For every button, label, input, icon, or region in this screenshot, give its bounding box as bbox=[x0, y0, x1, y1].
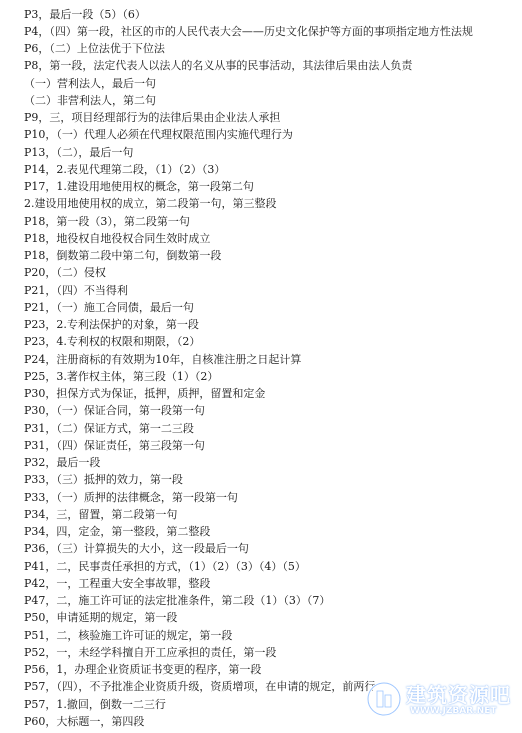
text-line: P47，二，施工许可证的法定批准条件，第二段（1）（3）（7） bbox=[24, 594, 331, 607]
text-line: P42，一，工程重大安全事故罪，整段 bbox=[24, 577, 211, 590]
text-line: P24，注册商标的有效期为10年，自核准注册之日起计算 bbox=[24, 353, 302, 366]
text-line: P21，（一）施工合同债，最后一句 bbox=[24, 301, 194, 314]
text-line: P33，（三）抵押的效力，第一段 bbox=[24, 473, 183, 486]
text-line: P57，（四），不予批准企业资质升级，资质增项，在申请的规定，前两行 bbox=[24, 680, 376, 693]
text-line: （二）非营利法人，第二句 bbox=[24, 94, 156, 107]
text-line: P6，（二）上位法优于下位法 bbox=[24, 42, 165, 55]
text-line: P31，（四）保证责任，第三段第一句 bbox=[24, 439, 205, 452]
text-line: P33，（一）质押的法律概念，第一段第一句 bbox=[24, 491, 238, 504]
text-line: P41，二，民事责任承担的方式，（1）（2）（3）（4）（5） bbox=[24, 560, 306, 573]
text-line: P14，2.表见代理第二段，（1）（2）（3） bbox=[24, 163, 226, 176]
text-line: P17，1.建设用地使用权的概念，第一段第二句 bbox=[24, 180, 254, 193]
text-line: 2.建设用地使用权的成立，第二段第一句，第三整段 bbox=[24, 197, 277, 210]
text-line: P18，倒数第二段中第二句，倒数第一段 bbox=[24, 249, 222, 262]
text-line: P52，一，未经学科擅自开工应承担的责任，第一段 bbox=[24, 646, 277, 659]
text-line: P10，（一）代理人必须在代理权限范围内实施代理行为 bbox=[24, 128, 293, 141]
text-line: P23，2.专利法保护的对象，第一段 bbox=[24, 318, 199, 331]
text-line: P50，申请延期的规定，第一段 bbox=[24, 611, 178, 624]
text-line: P23，4.专利权的权限和期限，（2） bbox=[24, 335, 201, 348]
text-line: P60，大标题一，第四段 bbox=[24, 715, 145, 728]
text-line: P21，（四）不当得利 bbox=[24, 284, 128, 297]
building-logo-icon bbox=[366, 681, 402, 717]
text-line: P25，3.著作权主体，第三段（1）（2） bbox=[24, 370, 219, 383]
text-line: P18，第一段（3），第二段第一句 bbox=[24, 215, 190, 228]
watermark-url: WWW.JZBAR.NET bbox=[410, 706, 497, 716]
text-line: P3，最后一段（5）（6） bbox=[24, 8, 146, 21]
site-watermark bbox=[366, 679, 516, 723]
watermark-title: 建筑资源吧 bbox=[406, 683, 511, 707]
text-line: P57，1.撤回，倒数一二三行 bbox=[24, 698, 166, 711]
text-line: P9，三，项目经理部行为的法律后果由企业法人承担 bbox=[24, 111, 281, 124]
text-line: P31，（二）保证方式，第一二三段 bbox=[24, 422, 194, 435]
text-line: （一）营利法人，最后一句 bbox=[24, 77, 156, 90]
text-line: P34，四，定金，第一整段，第二整段 bbox=[24, 525, 211, 538]
text-line: P51，二，核验施工许可证的规定，第一段 bbox=[24, 629, 233, 642]
text-line: P34，三，留置，第二段第一句 bbox=[24, 508, 178, 521]
text-line: P4，（四）第一段，社区的市的人民代表大会——历史文化保护等方面的事项指定地方性法规 bbox=[24, 25, 473, 38]
text-line: P36，（三）计算损失的大小，这一段最后一句 bbox=[24, 542, 249, 555]
text-line: P32，最后一段 bbox=[24, 456, 101, 469]
text-line: P30，（一）保证合同，第一段第一句 bbox=[24, 404, 205, 417]
text-line: P20，（二）侵权 bbox=[24, 266, 106, 279]
text-line: P18，地役权自地役权合同生效时成立 bbox=[24, 232, 211, 245]
text-line: P13，（二），最后一句 bbox=[24, 146, 134, 159]
text-line: P8，第一段，法定代表人以法人的名义从事的民事活动，其法律后果由法人负责 bbox=[24, 59, 413, 72]
text-line: P30，担保方式为保证，抵押，质押，留置和定金 bbox=[24, 387, 266, 400]
text-line: P56，1，办理企业资质证书变更的程序，第一段 bbox=[24, 663, 262, 676]
